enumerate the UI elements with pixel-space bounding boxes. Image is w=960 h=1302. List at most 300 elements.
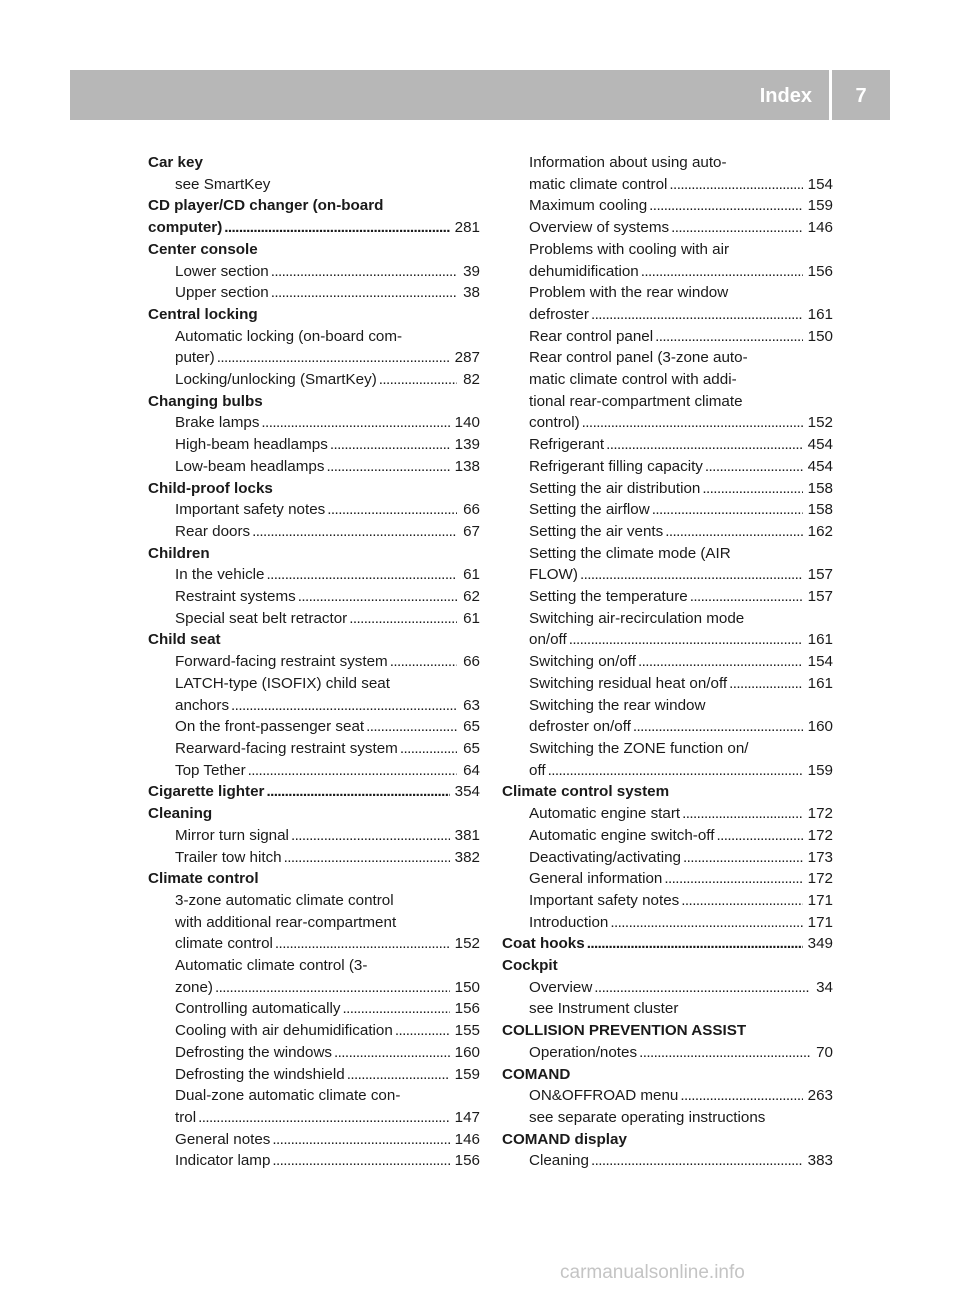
entry-text: Deactivating/activating: [529, 848, 681, 866]
entry-text: Rear control panel: [529, 327, 654, 345]
index-column-left: [148, 152, 480, 1172]
dot-leader: [366, 716, 457, 738]
index-heading: [148, 217, 480, 239]
entry-text: Cockpit: [502, 957, 558, 975]
page-reference[interactable]: 160: [807, 718, 833, 736]
page-reference[interactable]: 39: [463, 262, 480, 280]
dot-leader: [594, 977, 810, 999]
index-subentry: [502, 651, 833, 673]
dot-leader: [400, 738, 457, 760]
index-heading: [148, 781, 480, 803]
index-subentry: [148, 933, 480, 955]
index-heading: [502, 1129, 833, 1151]
dot-leader: [641, 261, 803, 283]
entry-text: 3-zone automatic climate control: [175, 891, 394, 909]
index-subentry: [502, 586, 833, 608]
entry-text: ON&OFFROAD menu: [529, 1087, 679, 1105]
entry-text: FLOW): [529, 566, 578, 584]
entry-text: Rear doors: [175, 522, 251, 540]
page-reference[interactable]: 67: [463, 522, 480, 540]
entry-text: Climate control: [148, 870, 259, 888]
page-reference[interactable]: 383: [807, 1152, 833, 1170]
index-heading: [148, 803, 480, 825]
dot-leader: [379, 369, 457, 391]
page-reference[interactable]: 66: [463, 501, 480, 519]
entry-text: COMAND display: [502, 1130, 627, 1148]
entry-text: Dual-zone automatic climate con-: [175, 1087, 401, 1105]
index-subentry: [148, 651, 480, 673]
index-subentry: [148, 1150, 480, 1172]
page-reference[interactable]: 138: [454, 457, 480, 475]
page-reference[interactable]: 70: [816, 1043, 833, 1061]
page-reference[interactable]: 38: [463, 284, 480, 302]
index-subentry: [502, 499, 833, 521]
index-subentry: [502, 282, 833, 304]
entry-text: Restraint systems: [175, 588, 296, 606]
dot-leader: [664, 868, 802, 890]
index-subentry: [148, 282, 480, 304]
entry-text: Important safety notes: [529, 891, 680, 909]
index-subentry: [502, 673, 833, 695]
dot-leader: [327, 499, 457, 521]
entry-text: zone): [175, 978, 213, 996]
index-subentry: [148, 326, 480, 348]
dot-leader: [639, 1042, 810, 1064]
dot-leader: [716, 825, 802, 847]
page-reference[interactable]: 281: [454, 219, 480, 237]
page-reference[interactable]: 161: [807, 631, 833, 649]
dot-leader: [683, 847, 803, 869]
index-subentry: [148, 586, 480, 608]
index-subentry: [148, 499, 480, 521]
entry-text: Introduction: [529, 913, 609, 931]
page-reference[interactable]: 172: [807, 805, 833, 823]
index-subentry: [502, 478, 833, 500]
index-heading: [148, 152, 480, 174]
page-reference[interactable]: 146: [807, 219, 833, 237]
dot-leader: [680, 1085, 802, 1107]
entry-text: Switching residual heat on/off: [529, 674, 728, 692]
entry-text: Switching air-recirculation mode: [529, 609, 745, 627]
entry-text: High-beam headlamps: [175, 436, 328, 454]
index-subentry: [502, 977, 833, 999]
index-heading: [148, 478, 480, 500]
page-reference[interactable]: 152: [807, 414, 833, 432]
page-reference[interactable]: 140: [454, 414, 480, 432]
page-reference[interactable]: 154: [807, 175, 833, 193]
page-reference[interactable]: 64: [463, 761, 480, 779]
dot-leader: [610, 912, 802, 934]
page-reference[interactable]: 454: [807, 436, 833, 454]
index-heading: [148, 304, 480, 326]
entry-text: Controlling automatically: [175, 1000, 341, 1018]
entry-text: Upper section: [175, 284, 269, 302]
entry-text: Refrigerant filling capacity: [529, 457, 703, 475]
entry-text: Setting the climate mode (AIR: [529, 544, 731, 562]
entry-text: Problems with cooling with air: [529, 240, 730, 258]
index-subentry: [502, 847, 833, 869]
dot-leader: [580, 564, 803, 586]
index-subentry: [148, 174, 480, 196]
dot-leader: [591, 1150, 803, 1172]
dot-leader: [271, 282, 457, 304]
entry-text: off: [529, 761, 546, 779]
index-subentry: [148, 977, 480, 999]
index-heading: [148, 868, 480, 890]
page-reference[interactable]: 152: [454, 935, 480, 953]
dot-leader: [690, 586, 803, 608]
index-heading: [148, 195, 480, 217]
dot-leader: [272, 1150, 449, 1172]
entry-text: Automatic locking (on-board com-: [175, 327, 403, 345]
entry-text: Cigarette lighter: [148, 783, 265, 801]
entry-text: matic climate control: [529, 175, 668, 193]
entry-text: Switching on/off: [529, 653, 636, 671]
index-heading: [502, 1020, 833, 1042]
index-subentry: [148, 825, 480, 847]
dot-leader: [669, 174, 802, 196]
entry-text: Brake lamps: [175, 414, 260, 432]
dot-leader: [606, 434, 803, 456]
page-reference[interactable]: 156: [807, 262, 833, 280]
page-reference[interactable]: 171: [807, 913, 833, 931]
index-subentry: [502, 412, 833, 434]
index-subentry: [502, 347, 833, 369]
index-heading: [502, 933, 833, 955]
page-reference[interactable]: 349: [807, 935, 833, 953]
dot-leader: [198, 1107, 450, 1129]
dot-leader: [649, 195, 802, 217]
index-subentry: [148, 608, 480, 630]
entry-text: Problem with the rear window: [529, 284, 729, 302]
index-subentry: [148, 434, 480, 456]
page-reference[interactable]: 172: [807, 870, 833, 888]
entry-text: see Instrument cluster: [529, 1000, 679, 1018]
index-subentry: [502, 1150, 833, 1172]
index-subentry: [502, 434, 833, 456]
dot-leader: [671, 217, 803, 239]
entry-text: Child-proof locks: [148, 479, 273, 497]
entry-text: On the front-passenger seat: [175, 718, 365, 736]
page-reference[interactable]: 139: [454, 436, 480, 454]
entry-text: Operation/notes: [529, 1043, 638, 1061]
page-reference[interactable]: 159: [807, 197, 833, 215]
dot-leader: [266, 781, 449, 803]
dot-leader: [330, 434, 450, 456]
entry-text: Special seat belt retractor: [175, 609, 348, 627]
page-reference[interactable]: 61: [463, 609, 480, 627]
index-subentry: [148, 261, 480, 283]
entry-text: see separate operating instructions: [529, 1108, 766, 1126]
dot-leader: [326, 456, 449, 478]
dot-leader: [275, 933, 450, 955]
page-reference[interactable]: 382: [454, 848, 480, 866]
page-number: 7: [855, 85, 867, 107]
dot-leader: [729, 673, 803, 695]
index-subentry: [502, 868, 833, 890]
entry-text: COLLISION PREVENTION ASSIST: [502, 1022, 747, 1040]
page-reference[interactable]: 287: [454, 349, 480, 367]
dot-leader: [349, 608, 457, 630]
page-reference[interactable]: 157: [807, 588, 833, 606]
index-subentry: [148, 1085, 480, 1107]
entry-text: Defrosting the windows: [175, 1043, 333, 1061]
entry-text: Setting the air distribution: [529, 479, 701, 497]
entry-text: Cooling with air dehumidification: [175, 1022, 393, 1040]
dot-leader: [681, 890, 802, 912]
entry-text: Important safety notes: [175, 501, 326, 519]
index-subentry: [502, 1107, 833, 1129]
dot-leader: [252, 521, 457, 543]
entry-text: with additional rear-compartment: [175, 913, 397, 931]
page-reference[interactable]: 162: [807, 522, 833, 540]
entry-text: Locking/unlocking (SmartKey): [175, 371, 377, 389]
page-reference[interactable]: 159: [454, 1065, 480, 1083]
page-reference[interactable]: 147: [454, 1108, 480, 1126]
entry-text: Child seat: [148, 631, 221, 649]
dot-leader: [347, 1064, 450, 1086]
entry-text: Setting the air vents: [529, 522, 664, 540]
entry-text: Overview: [529, 978, 593, 996]
dot-leader: [215, 977, 450, 999]
entry-text: Forward-facing restraint system: [175, 653, 388, 671]
page-reference[interactable]: 65: [463, 739, 480, 757]
entry-text: General information: [529, 870, 663, 888]
entry-text: defroster on/off: [529, 718, 631, 736]
index-subentry: [502, 1085, 833, 1107]
index-subentry: [148, 347, 480, 369]
index-subentry: [502, 521, 833, 543]
page-reference[interactable]: 61: [463, 566, 480, 584]
index-subentry: [148, 564, 480, 586]
page-reference[interactable]: 171: [807, 891, 833, 909]
page-reference[interactable]: 354: [454, 783, 480, 801]
dot-leader: [655, 326, 803, 348]
entry-text: Top Tether: [175, 761, 246, 779]
index-heading: [502, 781, 833, 803]
index-heading: [148, 239, 480, 261]
entry-text: Changing bulbs: [148, 392, 263, 410]
page-reference[interactable]: 173: [807, 848, 833, 866]
entry-text: defroster: [529, 305, 589, 323]
index-heading: [502, 955, 833, 977]
entry-text: LATCH-type (ISOFIX) child seat: [175, 674, 390, 692]
entry-text: climate control: [175, 935, 273, 953]
entry-text: In the vehicle: [175, 566, 265, 584]
dot-leader: [582, 412, 803, 434]
dot-leader: [231, 695, 457, 717]
dot-leader: [272, 1129, 449, 1151]
index-subentry: [148, 1020, 480, 1042]
page-reference[interactable]: 63: [463, 696, 480, 714]
index-subentry: [148, 1129, 480, 1151]
page-reference[interactable]: 161: [807, 674, 833, 692]
dot-leader: [261, 412, 449, 434]
dot-leader: [248, 760, 457, 782]
dot-leader: [705, 456, 803, 478]
page-reference[interactable]: 161: [807, 305, 833, 323]
page-reference[interactable]: 156: [454, 1000, 480, 1018]
index-subentry: [502, 543, 833, 565]
index-subentry: [502, 456, 833, 478]
entry-text: Center console: [148, 240, 258, 258]
index-heading: [148, 391, 480, 413]
page-reference[interactable]: 155: [454, 1022, 480, 1040]
index-subentry: [148, 369, 480, 391]
index-subentry: [148, 912, 480, 934]
entry-text: Lower section: [175, 262, 269, 280]
dot-leader: [217, 347, 450, 369]
dot-leader: [342, 998, 449, 1020]
index-subentry: [502, 391, 833, 413]
page-reference[interactable]: 172: [807, 826, 833, 844]
entry-text: computer): [148, 219, 223, 237]
entry-text: Switching the ZONE function on/: [529, 739, 749, 757]
entry-text: Cleaning: [529, 1152, 589, 1170]
index-subentry: [148, 412, 480, 434]
dot-leader: [548, 760, 803, 782]
index-subentry: [148, 456, 480, 478]
entry-text: Indicator lamp: [175, 1152, 271, 1170]
entry-text: Trailer tow hitch: [175, 848, 282, 866]
index-subentry: [502, 369, 833, 391]
page-reference[interactable]: 157: [807, 566, 833, 584]
index-subentry: [502, 261, 833, 283]
index-subentry: [148, 760, 480, 782]
entry-text: Low-beam headlamps: [175, 457, 325, 475]
dot-leader: [587, 933, 803, 955]
index-subentry: [148, 695, 480, 717]
index-subentry: [148, 1064, 480, 1086]
page-reference[interactable]: 454: [807, 457, 833, 475]
index-subentry: [502, 890, 833, 912]
page-reference[interactable]: 66: [463, 653, 480, 671]
index-subentry: [502, 304, 833, 326]
dot-leader: [702, 478, 802, 500]
entry-text: on/off: [529, 631, 567, 649]
index-subentry: [502, 217, 833, 239]
entry-text: Automatic engine start: [529, 805, 681, 823]
index-subentry: [502, 1042, 833, 1064]
dot-leader: [633, 716, 803, 738]
entry-text: puter): [175, 349, 215, 367]
entry-text: matic climate control with addi-: [529, 371, 737, 389]
dot-leader: [395, 1020, 450, 1042]
page-reference[interactable]: 381: [454, 826, 480, 844]
index-heading: [148, 543, 480, 565]
dot-leader: [591, 304, 803, 326]
index-subentry: [502, 760, 833, 782]
dot-leader: [291, 825, 450, 847]
dot-leader: [390, 651, 457, 673]
index-subentry: [148, 738, 480, 760]
dot-leader: [284, 847, 450, 869]
entry-text: Information about using auto-: [529, 154, 727, 171]
index-subentry: [502, 195, 833, 217]
dot-leader: [665, 521, 802, 543]
index-subentry: [148, 1107, 480, 1129]
entry-text: Rearward-facing restraint system: [175, 739, 398, 757]
index-heading: [148, 629, 480, 651]
entry-text: Overview of systems: [529, 219, 670, 237]
dot-leader: [569, 629, 803, 651]
page-reference[interactable]: 34: [816, 978, 833, 996]
header-bar: [70, 70, 890, 120]
entry-text: tional rear-compartment climate: [529, 392, 743, 410]
entry-text: Climate control system: [502, 783, 670, 801]
section-title: Index: [759, 85, 812, 107]
index-subentry: [148, 998, 480, 1020]
entry-text: Switching the rear window: [529, 696, 706, 714]
dot-leader: [334, 1042, 450, 1064]
index-subentry: [148, 847, 480, 869]
entry-text: CD player/CD changer (on-board: [148, 197, 384, 215]
index-subentry: [502, 803, 833, 825]
index-subentry: [148, 673, 480, 695]
page-reference[interactable]: 159: [807, 761, 833, 779]
entry-text: Setting the airflow: [529, 501, 650, 519]
page-reference[interactable]: 263: [807, 1087, 833, 1105]
index-subentry: [148, 1042, 480, 1064]
page-reference[interactable]: 150: [807, 327, 833, 345]
page-reference[interactable]: 65: [463, 718, 480, 736]
entry-text: trol: [175, 1108, 197, 1126]
index-subentry: [502, 629, 833, 651]
entry-text: Cleaning: [148, 805, 213, 823]
page-reference[interactable]: 156: [454, 1152, 480, 1170]
index-subentry: [502, 326, 833, 348]
page-reference[interactable]: 154: [807, 653, 833, 671]
index-subentry: [502, 564, 833, 586]
entry-text: control): [529, 414, 580, 432]
dot-leader: [638, 651, 803, 673]
page-reference[interactable]: 150: [454, 978, 480, 996]
index-subentry: [502, 608, 833, 630]
entry-text: Maximum cooling: [529, 197, 648, 215]
dot-leader: [224, 217, 449, 239]
index-heading: [502, 1064, 833, 1086]
index-subentry: [502, 152, 833, 174]
page-reference[interactable]: 158: [807, 501, 833, 519]
entry-text: Refrigerant: [529, 436, 605, 454]
index-column-right: [502, 152, 833, 1172]
entry-text: Children: [148, 544, 210, 562]
dot-leader: [267, 564, 458, 586]
dot-leader: [298, 586, 457, 608]
entry-text: Rear control panel (3-zone auto-: [529, 349, 748, 367]
entry-text: Automatic climate control (3-: [175, 957, 368, 975]
page-reference[interactable]: 158: [807, 479, 833, 497]
page-reference[interactable]: 146: [454, 1130, 480, 1148]
index-subentry: [502, 738, 833, 760]
entry-text: Coat hooks: [502, 935, 585, 953]
watermark: carmanualsonline.info: [560, 1262, 745, 1283]
entry-text: Defrosting the windshield: [175, 1065, 345, 1083]
page-reference[interactable]: 160: [454, 1043, 480, 1061]
index-subentry: [148, 955, 480, 977]
index-subentry: [148, 521, 480, 543]
index-subentry: [502, 998, 833, 1020]
page-reference[interactable]: 62: [463, 588, 480, 606]
entry-text: Mirror turn signal: [175, 826, 289, 844]
entry-text: dehumidification: [529, 262, 639, 280]
page-reference[interactable]: 82: [463, 371, 480, 389]
entry-text: Setting the temperature: [529, 588, 688, 606]
entry-text: Central locking: [148, 305, 258, 323]
index-subentry: [148, 716, 480, 738]
entry-text: Car key: [148, 154, 203, 171]
index-subentry: [502, 239, 833, 261]
